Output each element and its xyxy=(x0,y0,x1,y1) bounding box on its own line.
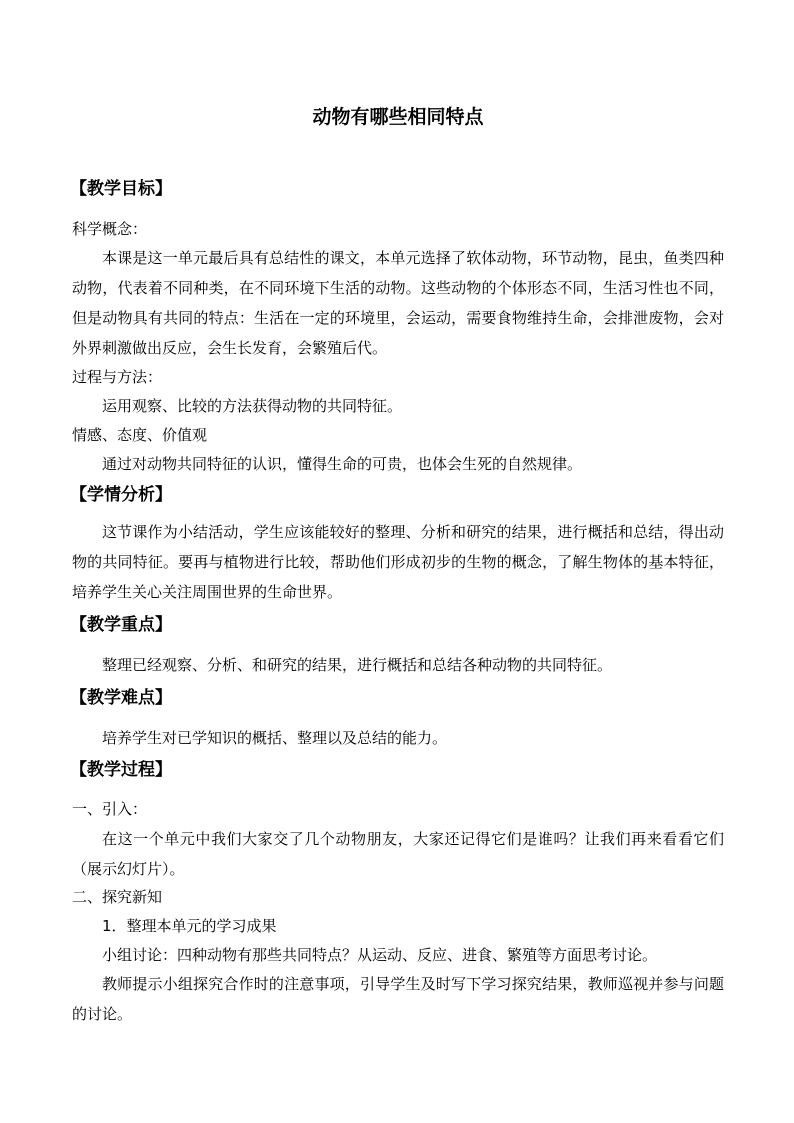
document-title: 动物有哪些相同特点 xyxy=(312,106,484,128)
heading-teaching-process: 【教学过程】 xyxy=(70,760,172,780)
paragraph-group-discussion: 小组讨论：四种动物有那些共同特点？从运动、反应、进食、繁殖等方面思考讨论。 xyxy=(102,946,658,964)
heading-key-point: 【教学重点】 xyxy=(70,615,172,635)
heading-difficulty: 【教学难点】 xyxy=(70,688,172,708)
label-intro: 一、引入： xyxy=(72,800,148,818)
heading-learning-analysis: 【学情分析】 xyxy=(70,485,172,505)
paragraph-difficulty: 培养学生对已学知识的概括、整理以及总结的能力。 xyxy=(102,729,448,747)
paragraph-emotion-values: 通过对动物共同特征的认识，懂得生命的可贵，也体会生死的自然规律。 xyxy=(102,455,583,473)
label-process-method: 过程与方法： xyxy=(72,368,163,386)
label-science-concept: 科学概念： xyxy=(72,220,148,238)
paragraph-intro: 在这一个单元中我们大家交了几个动物朋友，大家还记得它们是谁吗？让我们再来看看它们（展示幻灯片）。 xyxy=(72,830,724,878)
heading-teaching-goals: 【教学目标】 xyxy=(70,179,172,199)
paragraph-learning-analysis: 这节课作为小结活动，学生应该能较好的整理、分析和研究的结果，进行概括和总结，得出动物的共同特征。要再与植物进行比较，帮助他们形成初步的生物的概念，了解生物体的基本特征，培养学生关心关注周围世界的生命世界。 xyxy=(72,523,724,601)
label-emotion-values: 情感、态度、价值观 xyxy=(72,426,208,444)
paragraph-teacher-note: 教师提示小组探究合作时的注意事项，引导学生及时写下学习探究结果，教师巡视并参与问题的讨论。 xyxy=(72,975,724,1023)
label-explore: 二、探究新知 xyxy=(72,888,163,906)
paragraph-key-point: 整理已经观察、分析、和研究的结果，进行概括和总结各种动物的共同特征。 xyxy=(102,656,613,674)
step-organize-results: 1．整理本单元的学习成果 xyxy=(102,917,277,935)
paragraph-process-method: 运用观察、比较的方法获得动物的共同特征。 xyxy=(102,397,403,415)
paragraph-science-concept: 本课是这一单元最后具有总结性的课文，本单元选择了软体动物，环节动物，昆虫，鱼类四种动物，代表着不同种类，在不同环境下生活的动物。这些动物的个体形态不同，生活习性也不同，但是动物具有共同的特点：生活在一定的环境里，会运动，需要食物维持生命，会排泄废物，会对外界刺激做出反应，会生长发育，会繁殖后代。 xyxy=(72,249,724,357)
